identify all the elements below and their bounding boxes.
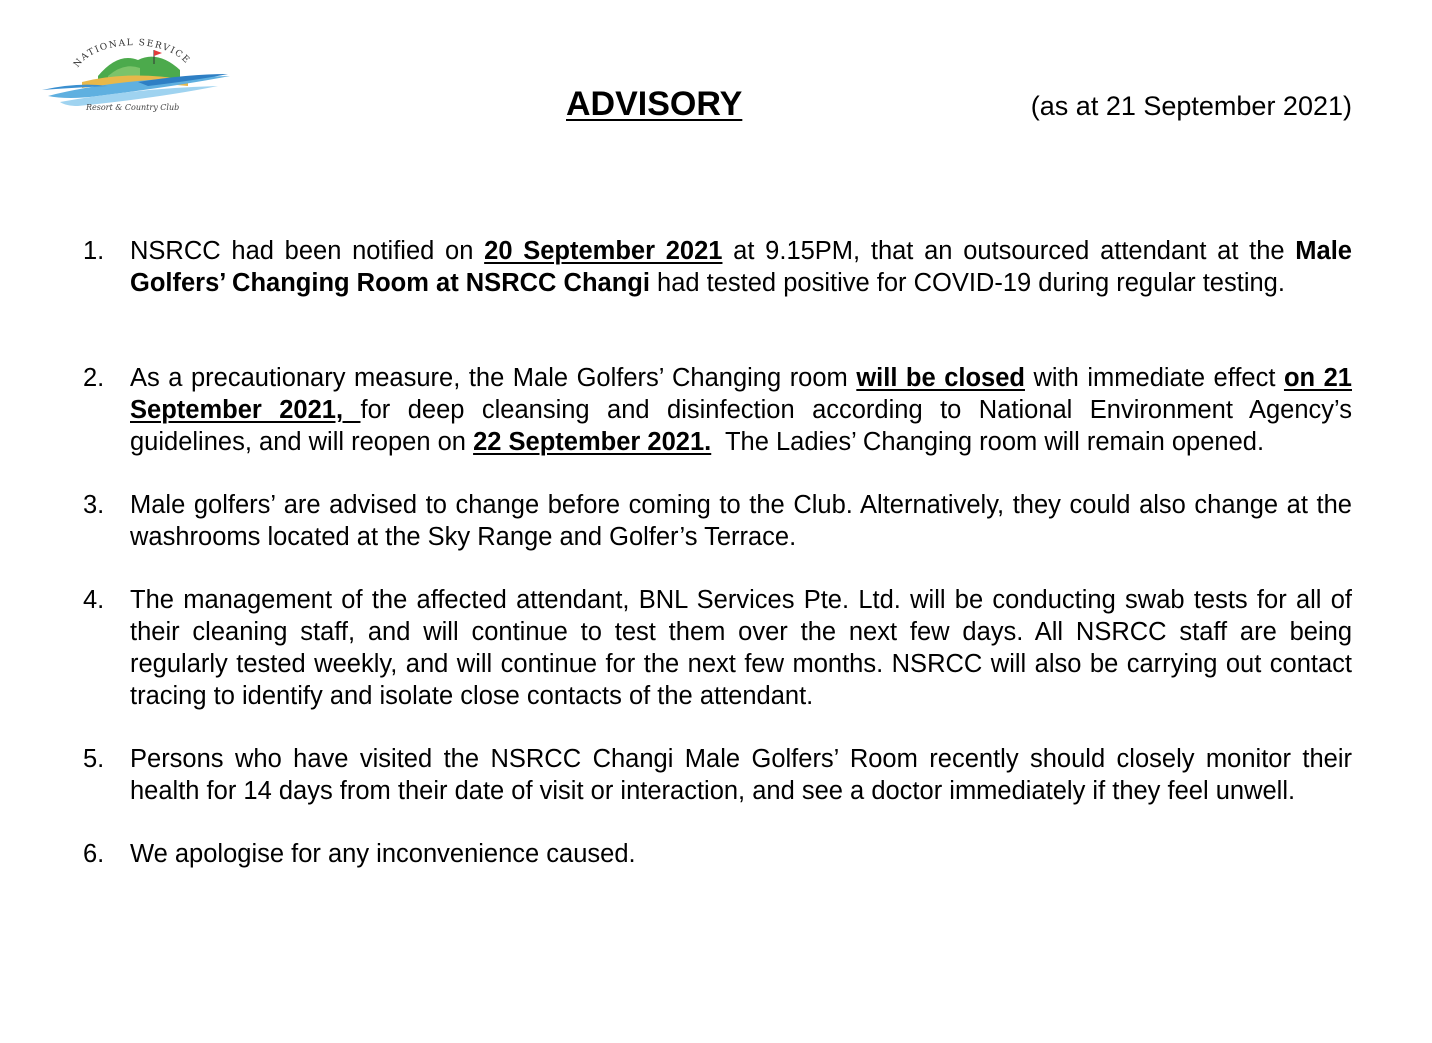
item-number: 2. [83,364,105,392]
location-name: Male Golfers’ Changing Room at NSRCC Changi [130,237,1352,297]
closure-notice: will be closed [856,364,1025,392]
list-item [80,838,1352,870]
closure-date: on 21 September 2021, [130,364,1352,424]
logo-arc-text: NATIONAL SERVICE [72,38,192,70]
advisory-list [80,235,1352,870]
item-text: As a precautionary measure, the Male Golfers’ Changing room will be closed with immediate effect on 21 September 2021, for deep cleansing and disinfection according to National Environment Agency’s guidelines, and will reopen on 22 September 2021. The Ladies’ Changing room will remain opened. [130,364,1352,456]
item-text: The management of the affected attendant, BNL Services Pte. Ltd. will be conducting swab tests for all of their cleaning staff, and will continue to test them over the next few days. All NSRCC staff are being regularly tested weekly, and will continue for the next few months. NSRCC will also be carrying out contact tracing to identify and isolate close contacts of the attendant. [130,586,1352,710]
item-number: 3. [83,491,105,519]
as-at-date: (as at 21 September 2021) [1030,91,1352,121]
logo-subtitle: Resort & Country Club [86,103,180,112]
item-number: 5. [83,745,105,773]
item-text: We apologise for any inconvenience caused. [130,840,636,868]
item-text: NSRCC had been notified on 20 September 2021 at 9.15PM, that an outsourced attendant at the Male Golfers’ Changing Room at NSRCC Changi had tested positive for COVID-19 during regular testing. [130,237,1352,297]
nsrcc-logo-graphic [38,30,233,120]
reopen-date: 22 September 2021. [473,428,712,456]
item-text: Persons who have visited the NSRCC Changi Male Golfers’ Room recently should closely monitor their health for 14 days from their date of visit or interaction, and see a doctor immediately if they feel unwell. [130,745,1352,805]
list-item [80,584,1352,712]
page-title: ADVISORY [566,85,743,123]
item-number: 6. [83,840,105,868]
list-item [80,235,1352,299]
list-item [80,489,1352,553]
list-item [80,362,1352,458]
notified-date: 20 September 2021 [484,237,723,265]
list-item [80,743,1352,807]
item-number: 4. [83,586,105,614]
item-text: Male golfers’ are advised to change before coming to the Club. Alternatively, they could also change at the washrooms located at the Sky Range and Golfer’s Terrace. [130,491,1352,551]
nsrcc-logo [38,30,233,120]
item-number: 1. [83,237,105,265]
